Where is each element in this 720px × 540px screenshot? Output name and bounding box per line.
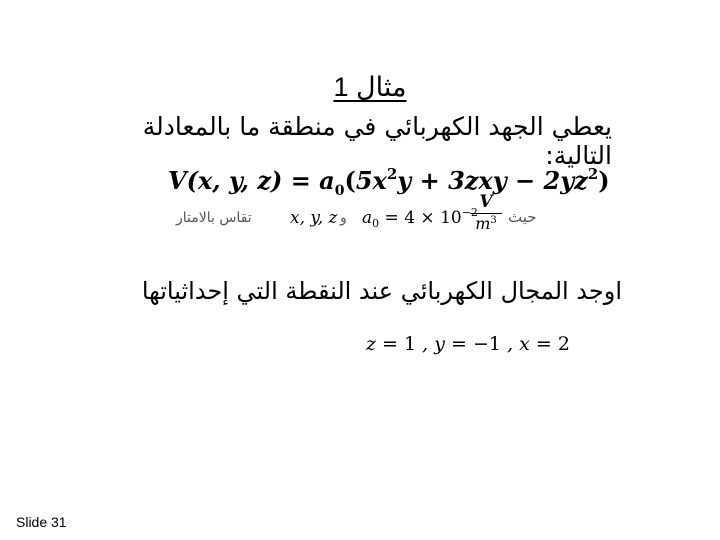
slide-number: Slide 31	[16, 514, 67, 530]
equation-op2: −	[515, 166, 536, 195]
coordinate-vars: x, y, z	[290, 208, 338, 228]
a0-value: = 4 × 10	[384, 208, 462, 228]
point-z-value: 1	[404, 333, 417, 355]
problem-statement: يعطي الجهد الكهربائي في منطقة ما بالمعادلة التالية:	[142, 112, 612, 170]
equation-term2: 3zxy	[448, 166, 507, 195]
equation-term3-exp: 2	[587, 165, 599, 183]
equation-equals: =	[290, 166, 311, 195]
equation-open: (	[344, 166, 356, 195]
equation-term3: 2yz	[543, 166, 588, 195]
unit-den-exp: 3	[490, 215, 497, 226]
and-label: و	[340, 210, 347, 226]
question-text: اوجد المجال الكهربائي عند النقطة التي إحداثياتها	[141, 277, 622, 305]
equation-term1-exp: 2	[386, 165, 398, 183]
point-z-label: z =	[366, 333, 398, 355]
equation-term1: 5x	[355, 166, 387, 195]
point-x-value: 2	[557, 333, 570, 355]
unit-den-base: m	[475, 214, 491, 233]
point-x-label: , x =	[507, 333, 552, 355]
unit-numerator: V	[470, 192, 502, 214]
a0-definition	[362, 208, 478, 228]
where-label: حيث	[508, 208, 537, 226]
point-y-value: −1	[473, 333, 502, 355]
a0-symbol: a	[362, 208, 373, 228]
equation-term1-rest: y	[397, 166, 412, 195]
equation-coef-sub: 0	[334, 183, 345, 199]
equation-coef: a	[319, 166, 335, 195]
vars-unit-label: تقاس بالامتار	[176, 210, 252, 226]
point-y-label: , y =	[422, 333, 467, 355]
potential-equation	[168, 165, 610, 199]
a0-exp: −2	[461, 206, 478, 219]
equation-lhs: V(x, y, z)	[168, 166, 283, 195]
slide-title: مثال 1	[333, 72, 407, 102]
equation-op1: +	[419, 166, 440, 195]
equation-close: )	[598, 166, 610, 195]
a0-sub: 0	[372, 217, 380, 230]
point-coordinates	[366, 333, 570, 355]
